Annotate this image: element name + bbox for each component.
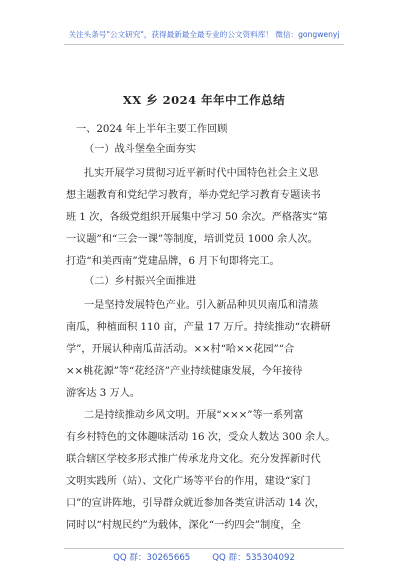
paragraph-line: 口”的宣讲阵地，引导群众就近参加各类宣讲活动 14 次， <box>66 498 325 509</box>
paragraph-line: 打造“和美西南”党建品牌，6 月下旬即将完工。 <box>66 256 280 267</box>
paragraph-line: 联合辖区学校多形式推广传承龙舟文化。充分发挥新时代 <box>66 454 321 465</box>
paragraph-line: 想主题教育和党纪学习教育，举办党纪学习教育专题读书 <box>66 190 321 201</box>
header-notice: 关注头条号"公文研究"，获得最新最全最专业的公文资料库！ 微信：gongwenyj <box>68 30 340 39</box>
subsection-heading: （二）乡村振兴全面推进 <box>84 276 197 287</box>
paragraph-line: 班 1 次，各级党组织开展集中学习 50 余次。严格落实“第 <box>66 212 328 223</box>
header-divider <box>64 44 344 45</box>
paragraph-line: 一是坚持发展特色产业。引入新品种贝贝南瓜和清蒸 <box>84 300 319 311</box>
paragraph-line: 南瓜，种植面积 110 亩，产量 17 万斤。持续推动“农耕研 <box>66 322 331 333</box>
qq-group-2: QQ 群：535304092 <box>212 553 295 563</box>
paragraph-line: 同时以“村规民约”为载体，深化“一约四会”制度，全 <box>66 520 301 531</box>
subsection-heading: （一）战斗堡垒全面夯实 <box>84 144 197 155</box>
footer-contacts <box>0 551 408 563</box>
document-title: XX 乡 2024 年年中工作总结 <box>122 93 286 107</box>
paragraph-line: 二是持续推动乡风文明。开展“×××”等一系列富 <box>84 410 304 421</box>
paragraph-line: 有乡村特色的文体趣味活动 16 次，受众人数达 300 余人。 <box>66 432 336 443</box>
paragraph-line: 游客达 3 万人。 <box>66 388 141 399</box>
paragraph-line: 扎实开展学习贯彻习近平新时代中国特色社会主义思 <box>84 168 319 179</box>
footer-divider <box>64 548 344 549</box>
qq-group-1: QQ 群：30265665 <box>113 553 191 563</box>
paragraph-line: 一议题”和“三会一课”等制度，培训党员 1000 余人次。 <box>66 234 318 245</box>
paragraph-line: 学”，开展认种南瓜苗活动。××村“哈××花园”“合 <box>66 344 295 355</box>
section-heading: 一、2024 年上半年主要工作回顾 <box>76 124 228 135</box>
paragraph-line: 文明实践所（站）、文化广场等平台的作用，建设“家门 <box>66 476 311 487</box>
paragraph-line: ××桃花源”等“花经济”产业持续健康发展，今年接待 <box>66 366 303 377</box>
